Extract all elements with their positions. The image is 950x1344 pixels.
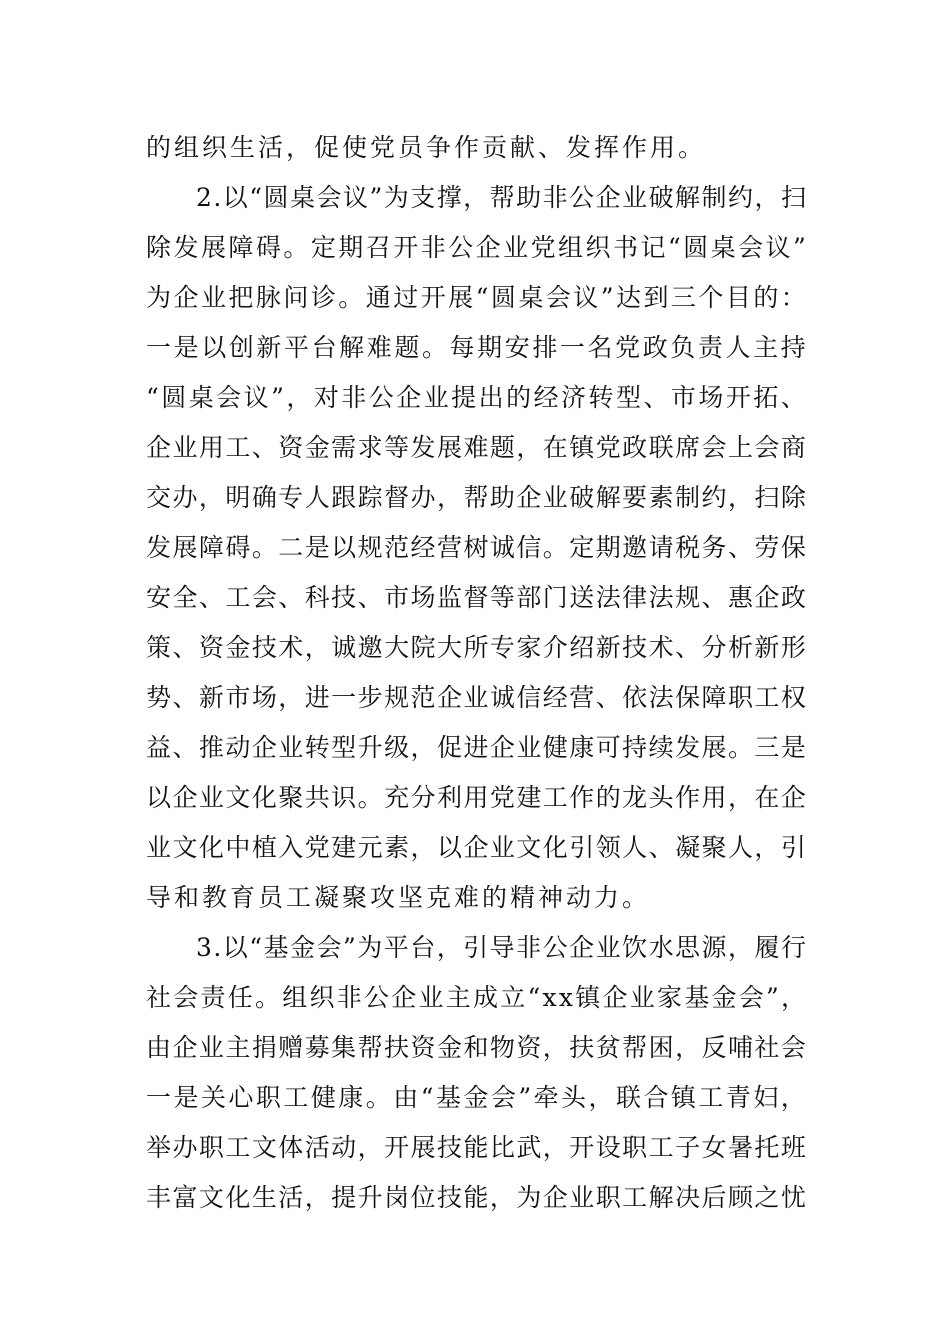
paragraph-heading-2: 2 . 以 “ 圆 桌 会 议 ” 为 支 撑 ， 帮 助 非 公 企 业 破 解 制 约 ， 扫 xyxy=(196,183,806,212)
text-line: 益 、 推 动 企 业 转 型 升 级 ， 促 进 企 业 健 康 可 持 续 发 展 。 三 是 xyxy=(146,733,806,762)
text-line: 为 企 业 把 脉 问 诊 。 通 过 开 展 “ 圆 桌 会 议 ” 达 到 三 个 目 的 ： xyxy=(146,283,806,312)
text-line: 一 是 关 心 职 工 健 康 。 由 “ 基 金 会 ” 牵 头 ， 联 合 镇 工 青 妇 ， xyxy=(146,1083,806,1112)
text-line: 的组织生活，促使党员争作贡献、发挥作用。 xyxy=(146,133,707,162)
text-line: 企 业 用 工 、 资 金 需 求 等 发 展 难 题 ， 在 镇 党 政 联 席 会 上 会 商 xyxy=(146,433,806,462)
text-line: 势 、 新 市 场 ， 进 一 步 规 范 企 业 诚 信 经 营 、 依 法 保 障 职 工 权 xyxy=(146,683,806,712)
text-line: 业 文 化 中 植 入 党 建 元 素 ， 以 企 业 文 化 引 领 人 、 凝 聚 人 ， 引 xyxy=(146,833,806,862)
text-line: 以 企 业 文 化 聚 共 识 。 充 分 利 用 党 建 工 作 的 龙 头 作 用 ， 在 企 xyxy=(146,783,806,812)
text-line: 一 是 以 创 新 平 台 解 难 题 。 每 期 安 排 一 名 党 政 负 责 人 主 持 xyxy=(146,333,806,362)
text-line: 社 会 责 任 。 组 织 非 公 企 业 主 成 立 “ x x 镇 企 业 家 基 金 会 ” ， xyxy=(146,983,806,1012)
text-line: 发 展 障 碍 。 二 是 以 规 范 经 营 树 诚 信 。 定 期 邀 请 税 务 、 劳 保 xyxy=(146,533,806,562)
paragraph-heading-3: 3 . 以 “ 基 金 会 ” 为 平 台 ， 引 导 非 公 企 业 饮 水 思 源 ， 履 行 xyxy=(196,933,806,962)
text-line: 举 办 职 工 文 体 活 动 ， 开 展 技 能 比 武 ， 开 设 职 工 子 女 暑 托 班 xyxy=(146,1133,806,1162)
text-line: 安 全 、 工 会 、 科 技 、 市 场 监 督 等 部 门 送 法 律 法 规 、 惠 企 政 xyxy=(146,583,806,612)
text-line: 导和教育员工凝聚攻坚克难的精神动力。 xyxy=(146,883,651,912)
text-line: 丰 富 文 化 生 活 ， 提 升 岗 位 技 能 ， 为 企 业 职 工 解 决 后 顾 之 忧 xyxy=(146,1183,806,1212)
text-line: 由 企 业 主 捐 赠 募 集 帮 扶 资 金 和 物 资 ， 扶 贫 帮 困 ， 反 哺 社 会 xyxy=(146,1033,806,1062)
text-line: 除 发 展 障 碍 。 定 期 召 开 非 公 企 业 党 组 织 书 记 “ 圆 桌 会 议 ” xyxy=(146,233,806,262)
text-line: 策 、 资 金 技 术 ， 诚 邀 大 院 大 所 专 家 介 绍 新 技 术 、 分 析 新 形 xyxy=(146,633,806,662)
text-line: “ 圆 桌 会 议 ” ， 对 非 公 企 业 提 出 的 经 济 转 型 、 市 场 开 拓 、 xyxy=(146,383,806,412)
text-line: 交 办 ， 明 确 专 人 跟 踪 督 办 ， 帮 助 企 业 破 解 要 素 制 约 ， 扫 除 xyxy=(146,483,806,512)
